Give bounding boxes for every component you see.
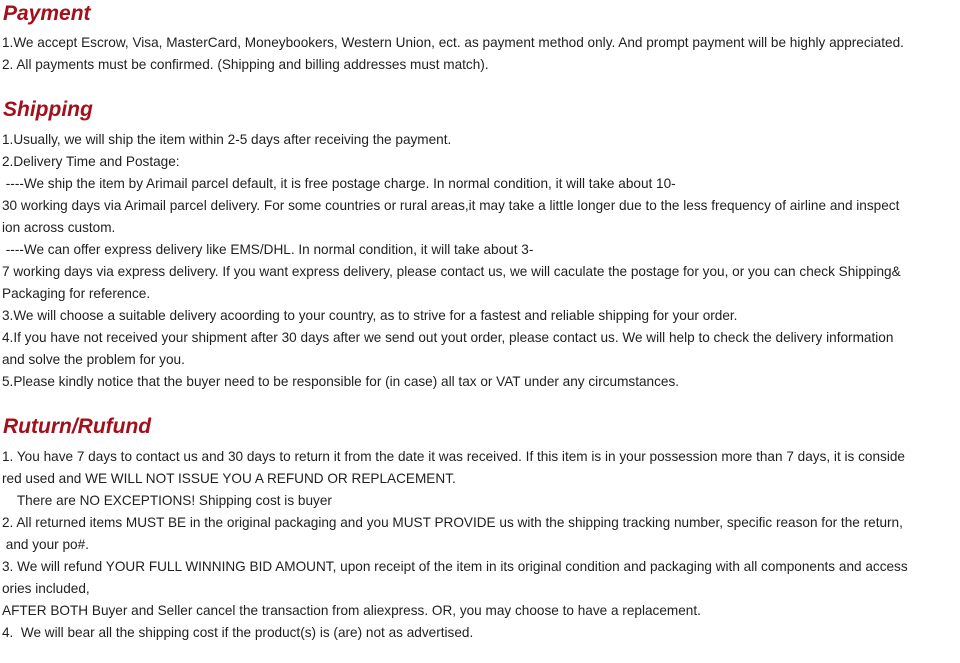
return-line-7: ories included, [2, 581, 90, 596]
shipping-line-3: ----We ship the item by Arimail parcel default, it is free postage charge. In normal condition, it will take about 10- [2, 176, 676, 191]
shipping-line-12: 5.Please kindly notice that the buyer need to be responsible for (in case) all tax or VAT under any circumstances. [2, 374, 680, 389]
return-line-3: There are NO EXCEPTIONS! Shipping cost is buyer [2, 493, 332, 508]
payment-heading: Payment [3, 2, 91, 25]
shipping-line-8: Packaging for reference. [2, 286, 151, 301]
return-heading: Ruturn/Rufund [3, 415, 152, 438]
return-line-8: AFTER BOTH Buyer and Seller cancel the transaction from aliexpress. OR, you may choose to have a replacement. [2, 603, 701, 618]
return-line-9: 4. We will bear all the shipping cost if the product(s) is (are) not as advertised. [2, 625, 474, 640]
shipping-line-6: ----We can offer express delivery like EMS/DHL. In normal condition, it will take about 3- [2, 242, 534, 257]
shipping-line-7: 7 working days via express delivery. If you want express delivery, please contact us, we will caculate the postage for you, or you can check Shipping& [2, 264, 901, 279]
shipping-line-11: and solve the problem for you. [2, 352, 185, 367]
shipping-line-9: 3.We will choose a suitable delivery acoording to your country, as to strive for a fastest and reliable shipping for your order. [2, 308, 738, 323]
shipping-line-10: 4.If you have not received your shipment after 30 days after we send out yout order, please contact us. We will help to check the delivery information [2, 330, 894, 345]
shipping-line-4: 30 working days via Arimail parcel delivery. For some countries or rural areas,it may take a little longer due to the less frequency of airline and inspect [2, 198, 900, 213]
payment-line-2: 2. All payments must be confirmed. (Shipping and billing addresses must match). [2, 57, 489, 72]
return-line-5: and your po#. [2, 537, 89, 552]
shipping-heading: Shipping [3, 98, 93, 121]
return-line-1: 1. You have 7 days to contact us and 30 days to return it from the date it was received. If this item is in your possession more than 7 days, it is conside [2, 449, 905, 464]
payment-line-1: 1.We accept Escrow, Visa, MasterCard, Moneybookers, Western Union, ect. as payment method only. And prompt payment will be highly appreciated. [2, 35, 904, 50]
shipping-line-2: 2.Delivery Time and Postage: [2, 154, 180, 169]
return-line-4: 2. All returned items MUST BE in the original packaging and you MUST PROVIDE us with the shipping tracking number, specific reason for the return, [2, 515, 903, 530]
shipping-line-5: ion across custom. [2, 220, 116, 235]
return-line-2: red used and WE WILL NOT ISSUE YOU A REFUND OR REPLACEMENT. [2, 471, 456, 486]
shipping-line-1: 1.Usually, we will ship the item within 2-5 days after receiving the payment. [2, 132, 452, 147]
return-line-6: 3. We will refund YOUR FULL WINNING BID AMOUNT, upon receipt of the item in its original condition and packaging with all components and access [2, 559, 908, 574]
